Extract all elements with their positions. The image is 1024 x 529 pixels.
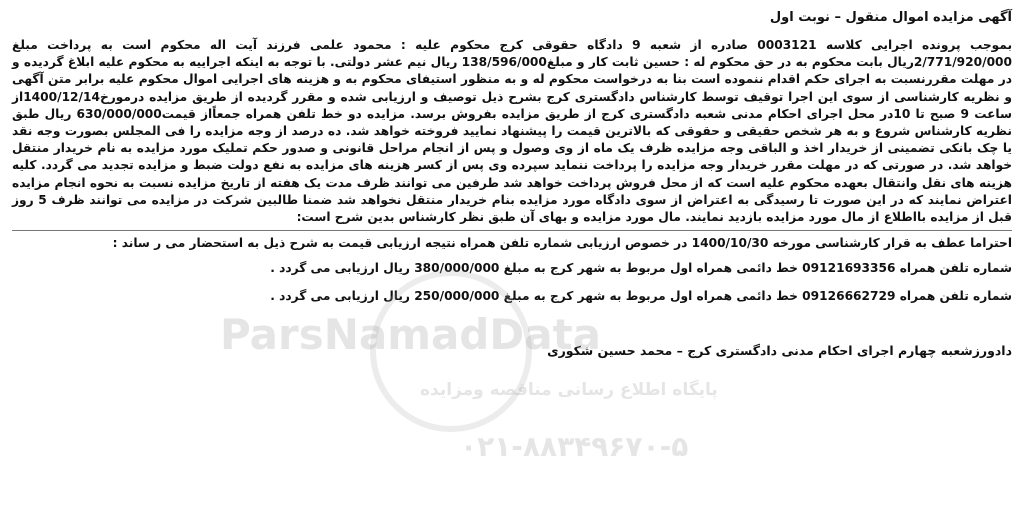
- item-line-1: شماره تلفن همراه 09121693356 خط دائمی همراه اول مربوط به شهر کرج به مبلغ 380/000/000 ریال ارزیابی می گردد .: [270, 260, 1012, 275]
- expert-paragraph: احتراما عطف به قرار کارشناسی مورخه 1400/10/30 در خصوص ارزیابی شماره تلفن همراه نتیجه ارزیابی قیمت به شرح ذیل به استحضار می ر ساند :: [112, 236, 1012, 251]
- section-divider: [12, 230, 1012, 231]
- notice-body: بموجب پرونده اجرایی کلاسه 0003121 صادره از شعبه 9 دادگاه حقوقی کرج محکوم علیه : محمود علمی فرزند آیت اله محکوم است به پرداخت مبلغ 2/771/920/000ریال بابت محکوم به در حق محکوم له : حسین ثابت کار و مبلغ138/596/000 ریال نیم عشر دولتی. با توجه به اینکه اجراییه به محکوم علیه ابلاغ گردیده و در مهلت مقررنسبت به اجرای حکم اقدام ننموده است بنا به درخواست محکوم له و به منظور استیفای محکوم به و هزینه های اجرایی اموال محکوم علیه برابر متن آگهی و نظریه کارشناسی از سوی این اجرا توقیف توسط کارشناس دادگستری کرج بشرح ذیل توصیف و ارزیابی شده و مقرر گردیده از طریق مزایده درمورخ1400/12/14از ساعت 9 صبح تا 10در محل اجرای احکام مدنی شعبه دادگستری کرج از طریق مزایده بفروش برسد. مزایده دو خط تلفن همراه جمعاًاز قیمت630/000/000 ریال طبق نظریه کارشناس شروع و به هر شخص حقیقی و حقوقی که بالاترین قیمت را پیشنهاد نمایید فروخته خواهد شد. ده درصد از وجه مزایده را فی المجلس بصورت وجه نقد یا چک بانکی تضمینی از خریدار اخذ و الباقی وجه مزایده ظرف یک ماه از وی وصول و پس از انجام مراحل قانونی و صدور حکم تملیک مورد مزایده به نام خریدار منتقل خواهد شد. در صورتی که در مهلت مقرر خریدار وجه مزایده را پرداخت ننماید سپرده وی پس از کسر هزینه های مزایده به نفع دولت ضبط و مزایده تجدید می گردد. کلیه هزینه های نقل وانتقال بعهده محکوم علیه است که از محل فروش پرداخت خواهد شد طرفین می توانند ظرف مدت یک هفته از تاریخ مزایده نسبت به نحوه انجام مزایده اعتراض نمایند که در این صورت تا رسیدگی به اعتراض از سوی دادگاه مورد مزایده بنام خریدار منتقل نخواهد شد ضمنا طالبین شرکت در مزایده می توانند ظرف 5 روز قبل از مزایده بااطلاع از مال مورد مزایده بازدید نمایند. مال مورد مزایده و بهای آن طبق نظر کارشناس بدین شرح است:: [12, 38, 1013, 225]
- signature-line: دادورزشعبه چهارم اجرای احکام مدنی دادگستری کرج – محمد حسین شکوری: [547, 342, 1012, 358]
- notice-title: آگهی مزایده اموال منقول – نوبت اول: [769, 10, 1012, 25]
- watermark-brand: ParsNamadData: [220, 310, 601, 359]
- item-line-2: شماره تلفن همراه 09126662729 خط دائمی همراه اول مربوط به شهر کرج به مبلغ 250/000/000 ریال ارزیابی می گردد .: [270, 288, 1012, 303]
- watermark-phone: ۰۲۱-۸۸۳۴۹۶۷۰-۵: [460, 430, 689, 463]
- watermark-site-name: پایگاه اطلاع رسانی مناقصه ومزایده: [420, 380, 718, 400]
